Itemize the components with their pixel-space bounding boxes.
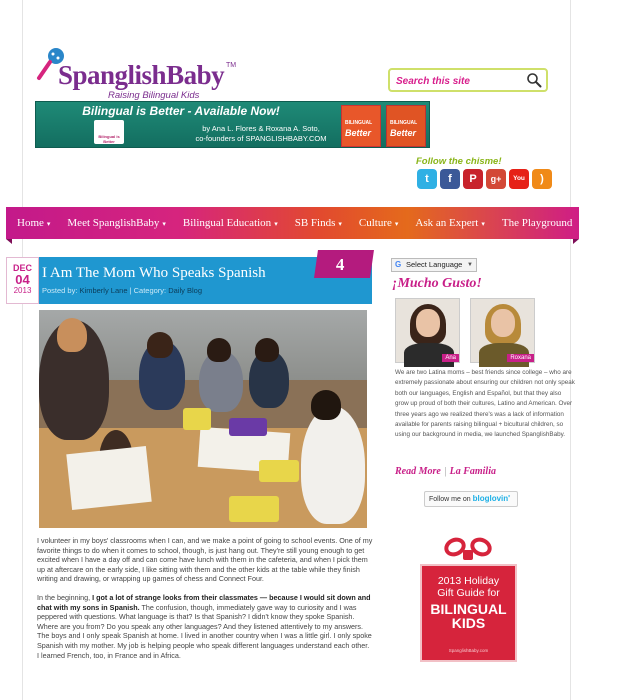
nav-item-bilingual-education[interactable]: Bilingual Education ▾ <box>182 217 278 229</box>
nav-item-meet-spanglishbaby[interactable]: Meet SpanglishBaby ▾ <box>67 217 166 229</box>
bloglovin-button[interactable] <box>424 491 518 507</box>
post-meta <box>42 286 202 295</box>
twitter-icon[interactable]: t <box>417 169 437 189</box>
search-icon[interactable] <box>526 72 542 88</box>
gift-line-1: 2013 Holiday <box>437 575 500 587</box>
google-plus-icon[interactable]: g+ <box>486 169 506 189</box>
paragraph: I volunteer in my boys' classrooms when I can, and we make a point of going to school events. One of my favorite things to do when it comes to school, though, is just hang out. They're still young enough to get excited when I have a day off and can come have lunch with them in the cafeteria, and when I pick them up at aftercare on the early side, I like sitting with them and the other kids at the table while they finish writing and drawing, or wrapping up games of chess and Connect Four. <box>37 536 373 584</box>
chevron-down-icon: ▼ <box>467 262 473 268</box>
book-title-top-2: BILINGUAL <box>390 120 418 126</box>
language-select[interactable] <box>391 258 477 272</box>
rss-icon[interactable]: ) <box>532 169 552 189</box>
chevron-down-icon: ▾ <box>394 220 399 228</box>
portrait-face <box>491 309 515 337</box>
post-title[interactable]: I Am The Mom Who Speaks Spanish <box>42 265 266 281</box>
book-cover-back <box>386 105 426 147</box>
date-month: DEC <box>12 263 32 273</box>
banner-headline: Bilingual is Better - Available Now! <box>82 104 280 118</box>
author-link[interactable]: Kimberly Lane <box>79 286 128 295</box>
post-date <box>6 257 39 304</box>
comment-count: 4 <box>335 255 345 274</box>
nav-item-the-playground[interactable]: The Playground <box>501 217 573 229</box>
bold-text: I got a lot of strange looks from their classmates — because I would sit down and chat with my sons in Spanish. <box>37 592 371 612</box>
portrait-face <box>416 309 440 337</box>
pinterest-icon[interactable]: P <box>463 169 483 189</box>
nav-item-home[interactable]: Home ▾ <box>17 217 51 229</box>
portrait-ana[interactable] <box>395 298 460 363</box>
gift-guide-ad[interactable] <box>416 538 521 663</box>
nav-item-the-book[interactable]: The Book <box>589 217 633 229</box>
photo-teacher-head <box>57 318 87 352</box>
photo-bin <box>229 418 267 436</box>
social-links <box>417 169 552 202</box>
paragraph: In the beginning, I got a lot of strange looks from their classmates — because I would sit down and chat with my sons in Spanish. The confusion, though, immediately gave way to curiosity and I was peppered with questions. What language is that? Is that Spanish? I didn't know they spoke Spanish. Where are you from? Do you speak any other languages? And they listened attentively to my answers. The boys and I only speak Spanish at home. I lived in another country when I was a little girl. I only spoke Spanish with my mother. My job is helping people who speak different languages understand each other. I learned French, too, in France and in Africa. <box>37 592 372 660</box>
book-title-top: BILINGUAL <box>345 120 373 126</box>
date-year: 2013 <box>13 286 32 295</box>
portrait-label: Ana <box>442 354 459 362</box>
photo-child-head <box>207 338 231 362</box>
chevron-down-icon: ▾ <box>46 220 51 228</box>
chevron-down-icon: ▾ <box>338 220 342 228</box>
language-select-label: Select Language <box>406 260 463 269</box>
category-link[interactable]: Daily Blog <box>168 286 203 295</box>
gift-line-3: BILINGUAL KIDS <box>430 601 507 631</box>
nav-item-culture[interactable]: Culture ▾ <box>358 217 399 229</box>
facebook-icon[interactable]: f <box>440 169 460 189</box>
nav-item-ask-an-expert[interactable]: Ask an Expert ▾ <box>415 217 485 229</box>
read-more-link[interactable]: Read More <box>395 466 441 477</box>
search-box <box>388 68 548 92</box>
chevron-down-icon: ▾ <box>481 220 485 228</box>
byline-line-2: co-founders of SPANGLISHBABY.COM <box>195 134 327 143</box>
photo-bin <box>183 408 211 430</box>
photo-child-head <box>311 390 341 420</box>
link-separator: | <box>443 466 447 477</box>
youtube-icon[interactable]: You Tube <box>509 169 529 189</box>
byline-line-1: by Ana L. Flores & Roxana A. Soto, <box>202 124 320 133</box>
chevron-down-icon: ▾ <box>162 220 166 228</box>
date-day: 04 <box>15 272 30 287</box>
book-banner-ad[interactable] <box>35 101 430 148</box>
photo-bin <box>229 496 279 522</box>
banner-byline <box>176 124 346 144</box>
portrait-label: Roxana <box>507 354 534 362</box>
category-label: | Category: <box>129 286 167 295</box>
post-body <box>37 536 373 669</box>
about-text: We are two Latina moms – best friends since college – who are extremely passionate about ensuring our children not only speak both our languages, English and Español, but that they also grow up proud of both their cultures, Latino and American. Over three years ago we realized there's was a lack of information available for parents raising bilingual + bicultural children, so using our background in media, we launched SpanglishBaby. <box>395 369 575 439</box>
gift-line-2: Gift Guide for <box>437 587 500 599</box>
photo-paper <box>66 446 151 510</box>
gift-site: SpanglishBaby.com <box>448 648 489 653</box>
main-nav <box>6 207 633 239</box>
trademark: TM <box>226 62 237 69</box>
book-title-bottom-2: Better <box>390 128 417 138</box>
chevron-down-icon: ▾ <box>274 220 278 228</box>
photo-child <box>301 406 365 524</box>
photo-child-head <box>255 338 279 362</box>
portrait-roxana[interactable] <box>470 298 535 363</box>
follow-label: Follow the chisme! <box>416 156 502 167</box>
google-icon: G <box>395 260 402 269</box>
tagline: Raising Bilingual Kids <box>108 90 200 101</box>
mucho-gusto-heading: ¡Mucho Gusto! <box>392 276 482 291</box>
nav-fold-right <box>573 239 579 244</box>
photo-bin <box>259 460 299 482</box>
book-cover-front <box>341 105 381 147</box>
post-photo <box>39 310 367 526</box>
photo-child-head <box>147 332 173 358</box>
site-logo[interactable] <box>36 38 237 101</box>
follow-me-label: Follow me on <box>429 496 471 503</box>
bow-knot <box>463 550 473 560</box>
posted-by-label: Posted by: <box>42 286 78 295</box>
search-input[interactable] <box>396 73 526 89</box>
nav-item-sb-finds[interactable]: SB Finds ▾ <box>294 217 342 229</box>
publisher-name: Bilingual is Better <box>94 120 124 144</box>
bloglovin-logo: bloglovin' <box>472 494 511 503</box>
brand-name: SpanglishBaby <box>58 60 225 90</box>
la-familia-link[interactable]: La Familia <box>449 466 496 477</box>
nav-fold-left <box>6 239 12 244</box>
comment-count-badge[interactable] <box>314 250 374 278</box>
book-title-bottom: Better <box>345 128 372 138</box>
about-links <box>395 466 496 477</box>
